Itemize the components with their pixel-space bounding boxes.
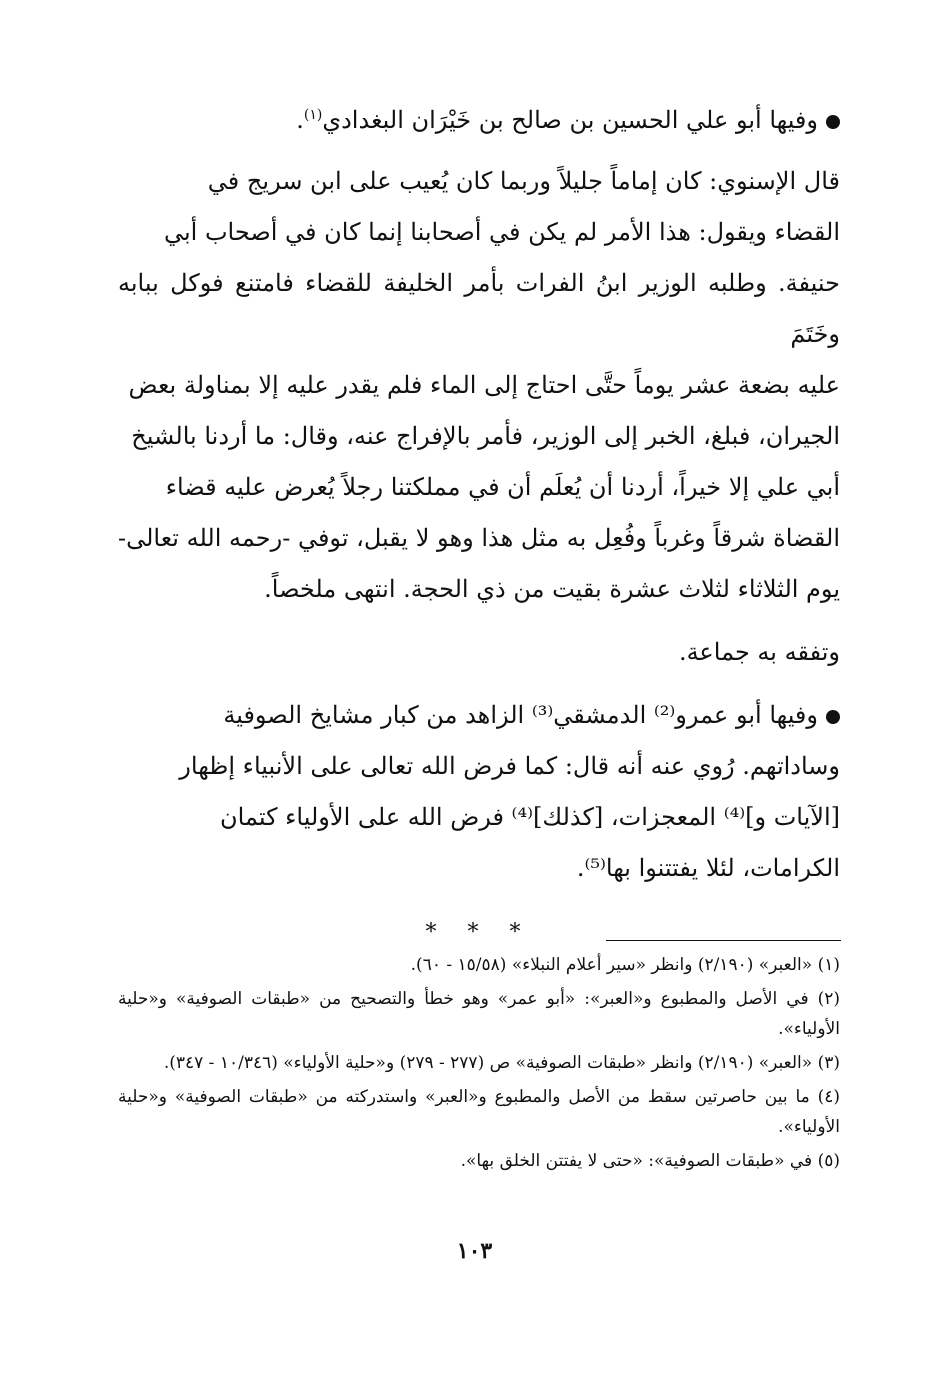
text-line: [الآيات و]⁽⁴⁾ المعجزات، [كذلك]⁽⁴⁾ فرض الله على الأولياء كتمان [220, 803, 840, 831]
footnote: (٣) «العبر» (٢/١٩٠) وانظر «طبقات الصوفية» ص (٢٧٧ - ٢٧٩) و«حلية الأولياء» (١٠/٣٤٦ - ٣٤٧). [163, 1053, 840, 1073]
section-divider: * * * [425, 920, 533, 945]
entry-tail: وتفقه به جماعة. [678, 638, 840, 666]
footnote-ref: (١) [303, 107, 323, 123]
footnote: (٤) ما بين حاصرتين سقط من الأصل والمطبوع و«العبر» واستدركته من «طبقات الصوفية» و«حلية الأولياء». [118, 1087, 840, 1137]
entry-heading [118, 100, 840, 140]
text-line: القضاة شرقاً وغرباً وفُعِل به مثل هذا وهو لا يقبل، توفي -رحمه الله تعالى- [117, 524, 840, 552]
text-line: القضاء ويقول: هذا الأمر لم يكن في أصحابنا إنما كان في أصحاب أبي [163, 218, 840, 246]
page-number: ١٠٣ [456, 1238, 493, 1264]
text-line [118, 690, 840, 741]
text-line: أبي علي إلا خيراً، أردنا أن يُعلَم أن في مملكتنا رجلاً يُعرض عليه قضاء [165, 473, 840, 501]
text-line: وساداتهم. رُوي عنه أنه قال: كما فرض الله تعالى على الأنبياء إظهار [179, 752, 840, 780]
text-line: عليه بضعة عشر يوماً حتَّى احتاج إلى الماء فلم يقدر عليه إلا بمناولة بعض [128, 371, 840, 399]
entry-paragraph-2 [118, 690, 840, 894]
footnote: (٢) في الأصل والمطبوع و«العبر»: «أبو عمر» وهو خطأ والتصحيح من «طبقات الصوفية» و«حلية الأولياء». [118, 989, 840, 1039]
entry-heading-end: . [296, 106, 304, 134]
text-line: الكرامات، لئلا يفتتنوا بها⁽⁵⁾. [576, 854, 840, 882]
text-line-content: وفيها أبو عمرو⁽²⁾ الدمشقي⁽³⁾ الزاهد من كبار مشايخ الصوفية [223, 701, 818, 729]
footnote: (٥) في «طبقات الصوفية»: «حتى لا يفتتن الخلق بها». [460, 1151, 840, 1171]
text-line: حنيفة. وطلبه الوزير ابنُ الفرات بأمر الخليفة للقضاء فامتنع فوكل ببابه وخَتَمَ [118, 269, 841, 348]
entry-heading-text: وفيها أبو علي الحسين بن صالح بن خَيْرَان البغدادي [322, 106, 818, 134]
text-line: يوم الثلاثاء لثلاث عشرة بقيت من ذي الحجة. انتهى ملخصاً. [264, 575, 840, 603]
footnote-rule [606, 940, 841, 941]
entry-paragraph [118, 156, 840, 615]
text-line: الجيران، فبلغ، الخبر إلى الوزير، فأمر بالإفراج عنه، وقال: ما أردنا بالشيخ [131, 422, 840, 450]
bullet-icon [826, 115, 840, 129]
footnote: (١) «العبر» (٢/١٩٠) وانظر «سير أعلام النبلاء» (١٥/٥٨ - ٦٠). [410, 955, 840, 975]
page-body [118, 100, 840, 945]
text-line: قال الإسنوي: كان إماماً جليلاً وربما كان يُعيب على ابن سريج في [207, 167, 840, 195]
footnotes [118, 950, 840, 1180]
bullet-icon [826, 710, 840, 724]
